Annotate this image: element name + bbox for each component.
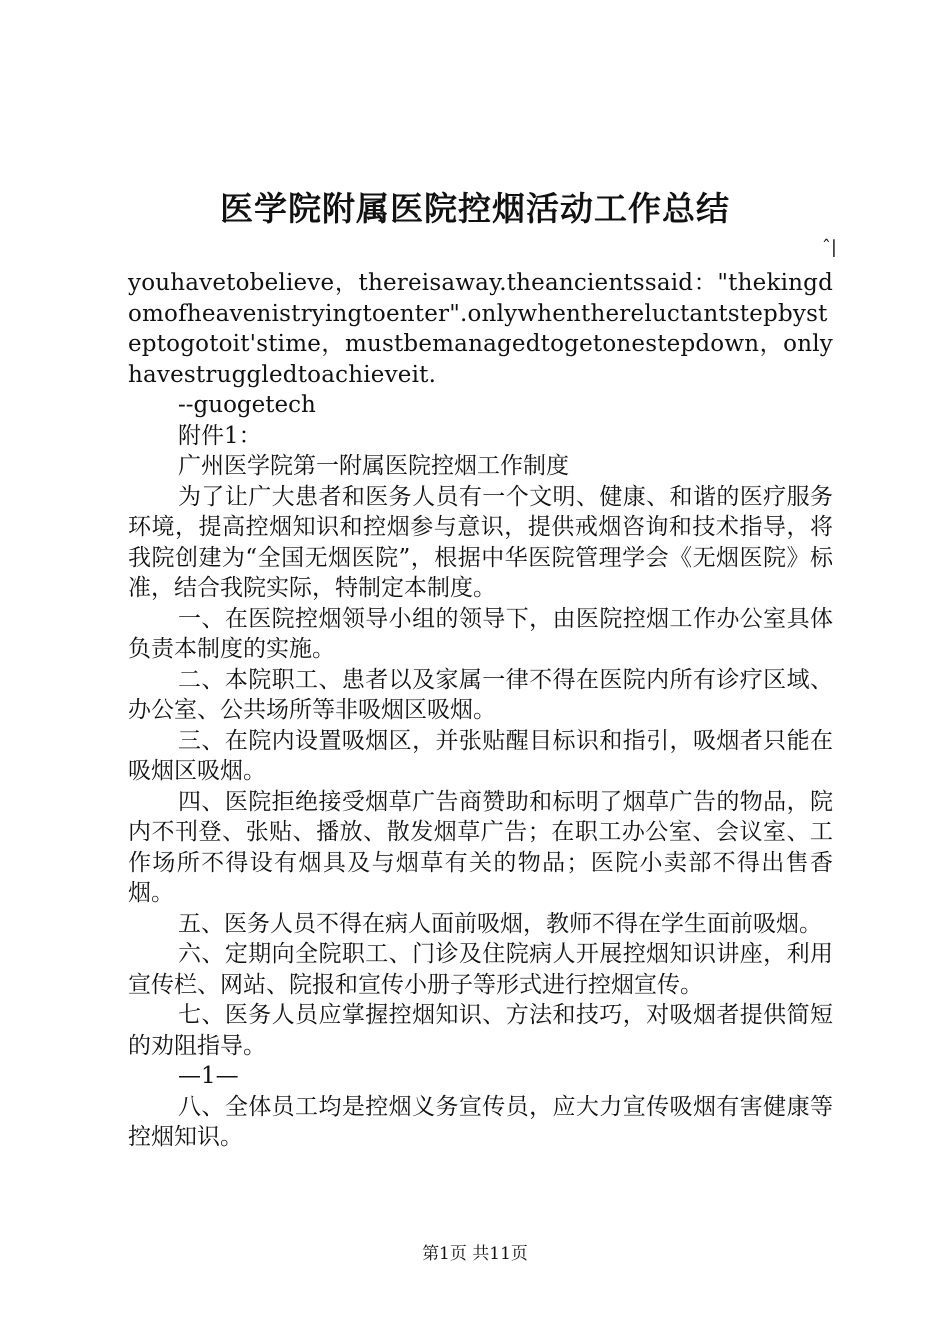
paragraph-item-2: 二、本院职工、患者以及家属一律不得在医院内所有诊疗区域、办公室、公共场所等非吸烟区吸烟。 — [128, 666, 833, 723]
paragraph-item-4: 四、医院拒绝接受烟草广告商赞助和标明了烟草广告的物品，院内不刊登、张贴、播放、散发烟草广告；在职工办公室、会议室、工作场所不得设有烟具及与烟草有关的物品；医院小卖部不得出售香烟。 — [128, 788, 833, 906]
paragraph-item-1: 一、在医院控烟领导小组的领导下，由医院控烟工作办公室具体负责本制度的实施。 — [128, 605, 833, 662]
paragraph-item-8: 八、全体员工均是控烟义务宣传员，应大力宣传吸烟有害健康等控烟知识。 — [128, 1093, 833, 1150]
paragraph-item-5: 五、医务人员不得在病人面前吸烟，教师不得在学生面前吸烟。 — [178, 910, 822, 937]
document-title: 医学院附属医院控烟活动工作总结 — [220, 189, 730, 228]
paragraph-item-6: 六、定期向全院职工、门诊及住院病人开展控烟知识讲座，利用宣传栏、网站、院报和宣传小册子等形式进行控烟宣传。 — [128, 941, 833, 998]
page-marker: —1— — [178, 1063, 239, 1089]
document-subtitle: 广州医学院第一附属医院控烟工作制度 — [178, 453, 569, 479]
paragraph-item-7: 七、医务人员应掌握控烟知识、方法和技巧，对吸烟者提供简短的劝阻指导。 — [128, 1002, 833, 1059]
attribution-line: --guogetech — [178, 392, 316, 418]
paragraph-intro: 为了让广大患者和医务人员有一个文明、健康、和谐的医疗服务环境，提高控烟知识和控烟参与意识，提供戒烟咨询和技术指导，将我院创建为“全国无烟医院”，根据中华医院管理学会《无烟医院》标准，结合我院实际，特制定本制度。 — [128, 483, 833, 601]
english-quote-paragraph: youhavetobelieve，thereisaway.theancientssaid："thekingdomofheavenistryingtoenter".onlywhenthereluctantstepbysteptogotoit'stime，mustbemanagedtogetonestepdown，onlyhavestruggledtoachieveit. — [128, 270, 833, 388]
corner-mark: ˆ| — [821, 237, 837, 258]
page-footer: 第1页 共11页 — [422, 1244, 528, 1264]
paragraph-item-3: 三、在院内设置吸烟区，并张贴醒目标识和指引，吸烟者只能在吸烟区吸烟。 — [128, 727, 833, 784]
attachment-label: 附件1： — [178, 422, 262, 449]
document-body — [128, 268, 833, 1153]
